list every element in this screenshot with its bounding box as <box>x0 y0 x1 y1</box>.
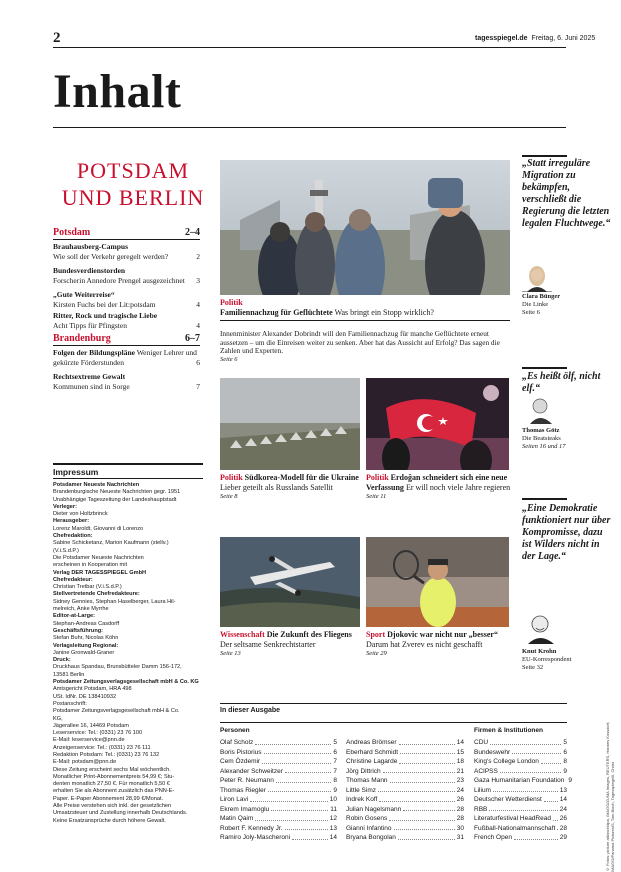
leader-dots <box>271 805 328 812</box>
quote-role: Die Linke <box>522 301 549 308</box>
index-entry-page: 12 <box>329 815 337 822</box>
index-entry-name: Peter R. Neumann <box>220 777 274 784</box>
index-entry-name: Liron Lavi <box>220 796 249 803</box>
nav-item-page: 4 <box>196 299 200 309</box>
impressum-line: erscheinen in Kooperation mit <box>53 562 128 569</box>
teaser-sub: Darum hat Zverev es nicht geschafft <box>366 639 483 649</box>
masthead-line <box>475 35 595 42</box>
index-entry[interactable] <box>474 833 567 843</box>
quote-name: Thomas Götz <box>522 427 560 434</box>
index-entry[interactable] <box>474 805 567 815</box>
index-entry-name: Andreas Brömser <box>346 739 397 746</box>
index-entry[interactable] <box>474 767 567 777</box>
impressum-line: Paper. E-Paper Abonnement 28,99 €/Monat. <box>53 795 164 802</box>
index-entry-name: Cem Özdemir <box>220 758 261 765</box>
index-entry-page: 7 <box>333 767 337 775</box>
index-entry[interactable] <box>474 738 567 748</box>
impressum-line: Monatlicher Print-Abonnementpreis 54,99 €; Stu- <box>53 773 175 780</box>
index-entry[interactable] <box>346 805 464 815</box>
page-title: Inhalt <box>53 65 182 118</box>
index-entry-name: Deutscher Wetterdienst <box>474 796 542 803</box>
impressum-line: Postanschrift: <box>53 700 87 707</box>
leader-dots <box>500 767 562 774</box>
section-heading-line-2: UND BERLIN <box>61 185 205 210</box>
teaser-page: Seite 29 <box>366 650 387 658</box>
index-entry[interactable] <box>346 795 464 805</box>
impressum-line: Druckhaus Spandau, Brunsbütteler Damm 156-172, <box>53 664 182 671</box>
index-entry-name: French Open <box>474 834 512 841</box>
impressum-line: Geschäftsführung: <box>53 627 104 634</box>
leader-dots <box>394 824 455 831</box>
index-entry-page: 5 <box>563 739 567 746</box>
index-entry-name: Gianni Infantino <box>346 824 392 832</box>
index-entry-name: Ekrem Imamoglu <box>220 805 270 813</box>
index-entry[interactable] <box>346 748 464 758</box>
leader-dots <box>399 757 454 764</box>
title-rule <box>53 127 566 128</box>
index-entry-name: Indrek Koff <box>346 796 378 803</box>
teaser-head: Die Zukunft des Fliegens <box>264 630 352 639</box>
index-entry-page: 9 <box>568 777 572 784</box>
teaser-sub: Was bringt ein Stopp wirklich? <box>332 307 434 317</box>
impressum-line: melreich, Anke Myrrhe <box>53 606 109 613</box>
impressum-line: Janine Gronwald-Graner <box>53 649 115 656</box>
issue-date: Freitag, 6. Juni 2025 <box>531 35 596 42</box>
impressum-line: Herausgeber: <box>53 518 90 525</box>
index-entry-page: 24 <box>456 786 464 794</box>
impressum-line: Unabhängige Tageszeitung der Landeshauptstadt <box>53 496 177 503</box>
nav-item-text: Forscherin Annedore Prengel ausgezeichnet <box>53 275 185 285</box>
impressum-line: Druck: <box>53 657 71 664</box>
flag-protest-photo <box>366 378 509 470</box>
teaser-image-korea[interactable] <box>220 378 360 470</box>
leader-dots <box>541 757 562 764</box>
teaser-page: Seite 11 <box>366 493 387 501</box>
index-entry[interactable] <box>220 757 337 767</box>
index-entry-page: 26 <box>559 815 567 822</box>
index-entry-page: 21 <box>456 767 464 775</box>
border-obstacles-photo <box>220 378 360 470</box>
index-entry-name: Lilium <box>474 786 491 794</box>
quote-name: Clara Bünger <box>522 293 561 300</box>
index-entry-page: 28 <box>559 824 567 832</box>
header-rule <box>53 47 566 48</box>
impressum-line: Redaktion Potsdam: Tel.: (0331) 23 76 132 <box>53 751 160 758</box>
impressum-title: Impressum <box>53 467 99 477</box>
index-entry-name: Little Simz <box>346 786 376 794</box>
teaser-head: Erdoğan schneidert sich eine neue Verfassung <box>366 473 508 492</box>
index-entry[interactable] <box>346 767 464 777</box>
index-entry[interactable] <box>220 795 337 805</box>
index-entry-page: 8 <box>333 777 337 784</box>
impressum-line: Verleger: <box>53 503 77 510</box>
index-persons-list-2 <box>346 738 464 843</box>
index-entry-name: Gaza Humanitarian Foundation <box>474 777 565 784</box>
teaser-page: Seite 8 <box>220 493 238 501</box>
impressum-line: USt. IdNr. DE 138410932 <box>53 693 117 700</box>
impressum-body <box>53 482 203 825</box>
impressum-rule <box>53 463 203 465</box>
impressum-line: Sidney Gennies, Stephan Haselberger, Laura Hil- <box>53 598 176 605</box>
index-entry-name: Christine Lagarde <box>346 758 398 765</box>
leader-dots <box>285 824 328 831</box>
portrait-clara-buenger <box>522 262 552 292</box>
nav-item-page: 2 <box>196 251 200 261</box>
index-entry[interactable] <box>346 814 464 824</box>
quote-name: Knut Krohn <box>522 648 557 655</box>
nav-item[interactable] <box>53 311 200 330</box>
divider <box>53 239 200 240</box>
leader-dots <box>255 814 328 821</box>
quote-text: „Es heißt ölf, nicht elf.“ <box>522 371 601 394</box>
nav-item[interactable] <box>53 348 200 367</box>
quote-page: Seite 6 <box>522 309 540 316</box>
index-entry-name: Matin Qaim <box>220 815 254 822</box>
impressum-line: Lorenz Maroldt, Giovanni di Lorenzo <box>53 525 144 532</box>
nav-section-pages: 6–7 <box>185 333 200 344</box>
index-entry[interactable] <box>474 757 567 767</box>
index-entry[interactable] <box>346 786 464 796</box>
leader-dots <box>379 795 454 802</box>
index-orgs-list <box>474 738 572 843</box>
index-entry[interactable] <box>474 814 567 824</box>
impressum-line: Verlagsleitung Regional: <box>53 642 119 649</box>
index-entry-name: Ramiro Joly-Mascheroni <box>220 834 291 841</box>
index-entry[interactable] <box>220 786 337 796</box>
impressum-rule-2 <box>53 478 203 479</box>
nav-item-page: 3 <box>196 275 200 285</box>
index-orgs-head: Firmen & Institutionen <box>474 727 543 734</box>
index-entry-page: 15 <box>456 748 464 756</box>
index-entry-name: Robin Gosens <box>346 815 388 822</box>
index-entry-name: Thomas Mann <box>346 777 388 784</box>
teaser-kicker: Wissenschaft <box>220 630 265 639</box>
index-persons-list-1 <box>220 738 337 843</box>
impressum-line: E-Mail: potsdam@pnn.de <box>53 759 117 766</box>
teaser-image-refugees[interactable] <box>220 160 510 295</box>
leader-dots <box>544 795 558 802</box>
leader-dots <box>389 814 455 821</box>
index-entry-name: RBB <box>474 805 488 813</box>
index-entry-page: 9 <box>333 786 337 794</box>
teaser-head: Familiennachzug für Geflüchtete <box>220 307 333 317</box>
teaser-page: Seite 13 <box>220 650 241 658</box>
index-entry-page: 30 <box>456 824 464 832</box>
index-entry[interactable] <box>220 805 337 815</box>
index-entry-name: CDU <box>474 739 489 746</box>
quote-rule <box>522 498 567 500</box>
teaser-sub: Lieber geteilt als Russlands Satellit <box>220 482 333 492</box>
index-entry-name: King's College London <box>474 758 539 765</box>
impressum-line: Potsdamer Zeitungsverlagsgesellschaft mbH & Co. KG <box>53 679 199 686</box>
impressum-line: Verlag DER TAGESSPIEGEL GmbH <box>53 569 147 576</box>
index-entry-name: Bundeswehr <box>474 748 511 756</box>
nav-section-pages: 2–4 <box>185 227 200 238</box>
index-entry[interactable] <box>474 748 567 758</box>
impressum-line: denten monatlich 27,50 €. Für monatlich 5,50 € <box>53 781 170 788</box>
impressum-line: 13581 Berlin <box>53 671 85 678</box>
index-entry-page: 10 <box>329 796 337 803</box>
refugee-family-photo <box>220 160 510 295</box>
tennis-player-photo <box>366 537 509 627</box>
teaser-sport[interactable] <box>366 630 511 659</box>
nav-item-page: 4 <box>196 320 200 330</box>
impressum-line: Leserservice: Tel.: (0331) 23 76 100 <box>53 730 143 737</box>
nav-item-page: 7 <box>196 381 200 391</box>
index-entry-page: 29 <box>559 834 567 841</box>
leader-dots <box>403 805 454 812</box>
impressum-line: Christian Tretbar (V.i.S.d.P.) <box>53 584 122 591</box>
index-entry[interactable] <box>474 795 567 805</box>
index-entry[interactable] <box>220 748 337 758</box>
leader-dots <box>268 786 331 793</box>
nav-section-label: Brandenburg <box>53 333 111 344</box>
leader-dots <box>250 795 328 802</box>
teaser-body: Innenminister Alexander Dobrindt will den Familiennachzug für manche Geflüchtete erneut aussetzen – um die Einreisen weiter zu senken. Aber hat das Aussicht auf Erfolg? Das sagen die Zahlen und Experten. <box>220 329 500 356</box>
impressum-line: Umsatzsteuer und Zustellung innerhalb Deutschlands. <box>53 810 188 817</box>
teaser-kicker: Politik <box>220 473 243 482</box>
impressum-line: Dieter von Holtzbrinck <box>53 511 108 518</box>
teaser-image-turkey[interactable] <box>366 378 509 470</box>
index-title: In dieser Ausgabe <box>220 707 281 714</box>
index-entry-page: 6 <box>333 748 337 756</box>
leader-dots <box>276 776 332 783</box>
impressum-line: E-Mail: leserservice@pnn.de <box>53 737 125 744</box>
teaser-head: Djokovic war nicht nur „besser“ <box>385 630 498 639</box>
leader-dots <box>398 833 455 840</box>
index-entry-page: 31 <box>456 834 464 841</box>
teaser-kicker: Politik <box>220 298 243 307</box>
leader-dots <box>399 738 455 745</box>
index-entry-page: 23 <box>456 777 464 784</box>
nav-item-head: Bundesverdienstorden <box>53 266 126 275</box>
quote-rule <box>522 155 567 157</box>
leader-dots <box>292 833 328 840</box>
index-entry-name: Olaf Scholz <box>220 739 254 746</box>
impressum-line: erhalten Sie als Abonnent zusätzlich das PNN-E- <box>53 788 175 795</box>
nav-item-head: Rechtsextreme Gewalt <box>53 372 126 381</box>
avatar <box>522 262 552 292</box>
index-entry-page: 14 <box>329 834 337 841</box>
section-heading <box>53 157 213 211</box>
main-teaser-body <box>220 330 510 364</box>
page-number: 2 <box>53 30 61 46</box>
index-rule <box>220 703 567 704</box>
impressum-line: Jägerallee 16, 14469 Potsdam <box>53 722 129 729</box>
index-entry[interactable] <box>474 824 567 834</box>
leader-dots <box>489 805 557 812</box>
impressum-line: Chefredakteur: <box>53 576 93 583</box>
index-entry-page: 26 <box>456 796 464 803</box>
teaser-sub: Er will noch viele Jahre regieren <box>403 482 511 492</box>
index-entry-page: 5 <box>333 739 337 746</box>
quote-text: „Eine Demokratie funktioniert nur über Kompromisse, dazu ist Wilders nicht in der Lage.“ <box>522 503 611 562</box>
impressum-line: Sabine Schicketanz, Marion Kaufmann (stellv.) <box>53 540 169 547</box>
avatar <box>522 392 554 424</box>
index-entry-page: 13 <box>559 786 567 794</box>
quote-text: „Statt irreguläre Migration zu bekämpfen, verschließt die Regierung die letzten legalen Fluchtwege.“ <box>522 158 611 229</box>
nav-item-text: Wie soll der Verkehr geregelt werden? <box>53 251 169 261</box>
impressum-line: KG, <box>53 715 63 722</box>
teaser-head: Südkorea-Modell für die Ukraine <box>242 473 359 482</box>
leader-dots <box>390 776 455 783</box>
site-name: tagesspiegel.de <box>475 35 528 42</box>
index-entry[interactable] <box>346 776 464 786</box>
index-entry[interactable] <box>220 767 337 777</box>
index-entry-page: 14 <box>559 796 567 803</box>
teaser-turkey[interactable] <box>366 473 511 502</box>
impressum-line: Alle Preise verstehen sich inkl. der gesetzlichen <box>53 803 172 810</box>
index-entry-page: 8 <box>563 758 567 765</box>
leader-dots <box>255 738 331 745</box>
teaser-image-tennis[interactable] <box>366 537 509 627</box>
impressum-line: Stephan-Andreas Casdorff <box>53 620 120 627</box>
nav-item-head: Brauhausberg-Campus <box>53 242 129 251</box>
impressum-line: Potsdamer Zeitungsverlagsgesellschaft mbH & Co. <box>53 708 180 715</box>
portrait-knut-krohn <box>522 610 556 644</box>
index-entry-name: Julian Nagelsmann <box>346 805 402 813</box>
index-entry-page: 18 <box>456 758 464 765</box>
index-entry[interactable] <box>346 757 464 767</box>
nav-item-text: Kirsten Fuchs bei der Lit:potsdam <box>53 299 156 309</box>
nav-item-text: Kommunen sind in Sorge <box>53 381 130 391</box>
index-entry-page: 11 <box>330 805 337 813</box>
index-entry-page: 9 <box>563 767 567 775</box>
index-entry-name: Jörg Dittrich <box>346 767 381 775</box>
index-entry-name: Robert F. Kennedy Jr. <box>220 824 283 832</box>
index-entry-page: 13 <box>329 824 337 832</box>
section-heading-line-1: POTSDAM <box>76 158 190 183</box>
portrait-thomas-goetz <box>522 392 554 424</box>
index-entry-name: Alexander Schweitzer <box>220 767 283 775</box>
index-entry-name: ACIPSS <box>474 767 498 775</box>
index-entry[interactable] <box>474 786 567 796</box>
avatar <box>522 610 556 644</box>
index-entry-name: Boris Pistorius <box>220 748 262 756</box>
index-entry[interactable] <box>220 776 337 786</box>
nav-item-head: „Gute Weiterreise“ <box>53 290 115 299</box>
leader-dots <box>512 748 561 755</box>
teaser-page: Seite 6 <box>220 355 238 363</box>
main-teaser-headline[interactable] <box>220 298 520 317</box>
teaser-image-plane[interactable] <box>220 537 360 627</box>
nav-item[interactable] <box>53 290 200 309</box>
index-entry-page: 14 <box>456 739 464 746</box>
index-entry[interactable] <box>474 776 572 786</box>
index-entry-name: Eberhard Schmidt <box>346 748 399 756</box>
index-entry-page: 28 <box>456 805 464 813</box>
nav-section-brandenburg[interactable] <box>53 333 200 344</box>
impressum-line: Editor-at-Large: <box>53 613 95 620</box>
nav-item-head: Ritter, Rock und tragische Liebe <box>53 311 158 320</box>
evtol-aircraft-photo <box>220 537 360 627</box>
index-entry[interactable] <box>346 833 464 843</box>
impressum-line: Diese Zeitung erscheint sechs Mal wöchentlich. <box>53 766 171 773</box>
nav-item-page: 6 <box>196 357 200 367</box>
impressum-line: Potsdamer Neueste Nachrichten <box>53 482 140 488</box>
quote-page: Seiten 16 und 17 <box>522 443 566 450</box>
index-entry[interactable] <box>220 824 337 834</box>
leader-dots <box>493 786 558 793</box>
impressum-line: Amtsgericht Potsdam, HRA 498 <box>53 686 132 693</box>
index-rule-2 <box>220 722 567 723</box>
leader-dots <box>285 767 332 774</box>
impressum-line: Stefan Buhr, Nicolas Köhn <box>53 635 119 642</box>
teaser-kicker: Sport <box>366 630 386 639</box>
index-entry-page: 24 <box>559 805 567 813</box>
leader-dots <box>400 748 455 755</box>
nav-item[interactable] <box>53 372 200 391</box>
index-entry-name: Bryana Bongolan <box>346 834 396 841</box>
leader-dots <box>264 748 332 755</box>
index-entry[interactable] <box>220 738 337 748</box>
leader-dots <box>262 757 331 764</box>
nav-item-text: Weniger Lehrer und gekürzte Förderstunden <box>53 348 197 367</box>
nav-section-label: Potsdam <box>53 227 91 238</box>
leader-dots <box>383 767 455 774</box>
impressum-line: Anzeigenservice: Tel.: (0331) 23 76 111 <box>53 744 151 751</box>
index-entry-page: 7 <box>333 758 337 765</box>
index-entry-page: 28 <box>456 815 464 822</box>
nav-item-head: Folgen der Bildungspläne <box>53 348 135 357</box>
teaser-sub: Der seltsame Senkrechtstarter <box>220 639 316 649</box>
teaser-kicker: Politik <box>366 473 389 482</box>
index-entry-name: Thomas Riegler <box>220 786 266 794</box>
leader-dots <box>553 814 558 821</box>
index-entry-name: Literaturfestival HeadRead <box>474 815 551 822</box>
teaser-korea[interactable] <box>220 473 360 502</box>
nav-item-text: Acht Tipps für Pfingsten <box>53 320 127 330</box>
teaser-plane[interactable] <box>220 630 365 659</box>
quote-role: EU-Korrespondent <box>522 656 572 663</box>
leader-dots <box>490 738 561 745</box>
impressum-line: Stellvertretende Chefredakteure: <box>53 591 140 598</box>
nav-item[interactable] <box>53 266 200 285</box>
photo-credit: © Fotos: picture alliance/dpa, IMAGO/ZUMA Images, REUTERS, Hannes Kossdorf, IMAGO/Panama Pictures/S, Tom Bloch, Tagesspiegel/I. Christ <box>605 721 615 872</box>
index-persons-head: Personen <box>220 727 250 734</box>
impressum-line: (V.i.S.d.P.) <box>53 547 79 554</box>
impressum-line: Die Potsdamer Neueste Nachrichten <box>53 554 144 561</box>
impressum-line: Brandenburgische Neueste Nachrichten gegr. 1951 <box>53 489 181 496</box>
quote-attribution <box>522 293 560 317</box>
leader-dots <box>514 833 558 840</box>
index-entry[interactable] <box>220 814 337 824</box>
nav-section-potsdam[interactable] <box>53 227 200 238</box>
index-entry-page: 6 <box>563 748 567 756</box>
quote-attribution <box>522 427 566 451</box>
quote-page: Seite 32 <box>522 664 544 671</box>
index-entry[interactable] <box>220 833 337 843</box>
index-entry[interactable] <box>346 738 464 748</box>
quote-role: Die Beatsteaks <box>522 435 561 442</box>
impressum-line: Chefredaktion: <box>53 533 93 540</box>
divider <box>220 320 510 321</box>
index-entry-name: Fußball-Nationalmannschaft <box>474 824 556 832</box>
nav-item[interactable] <box>53 242 200 261</box>
impressum-line: Keine Ersatzansprüche durch höhere Gewalt. <box>53 817 166 824</box>
index-entry[interactable] <box>346 824 464 834</box>
leader-dots <box>378 786 455 793</box>
divider <box>53 345 200 346</box>
quote-attribution <box>522 648 571 672</box>
quote-rule <box>522 367 567 369</box>
